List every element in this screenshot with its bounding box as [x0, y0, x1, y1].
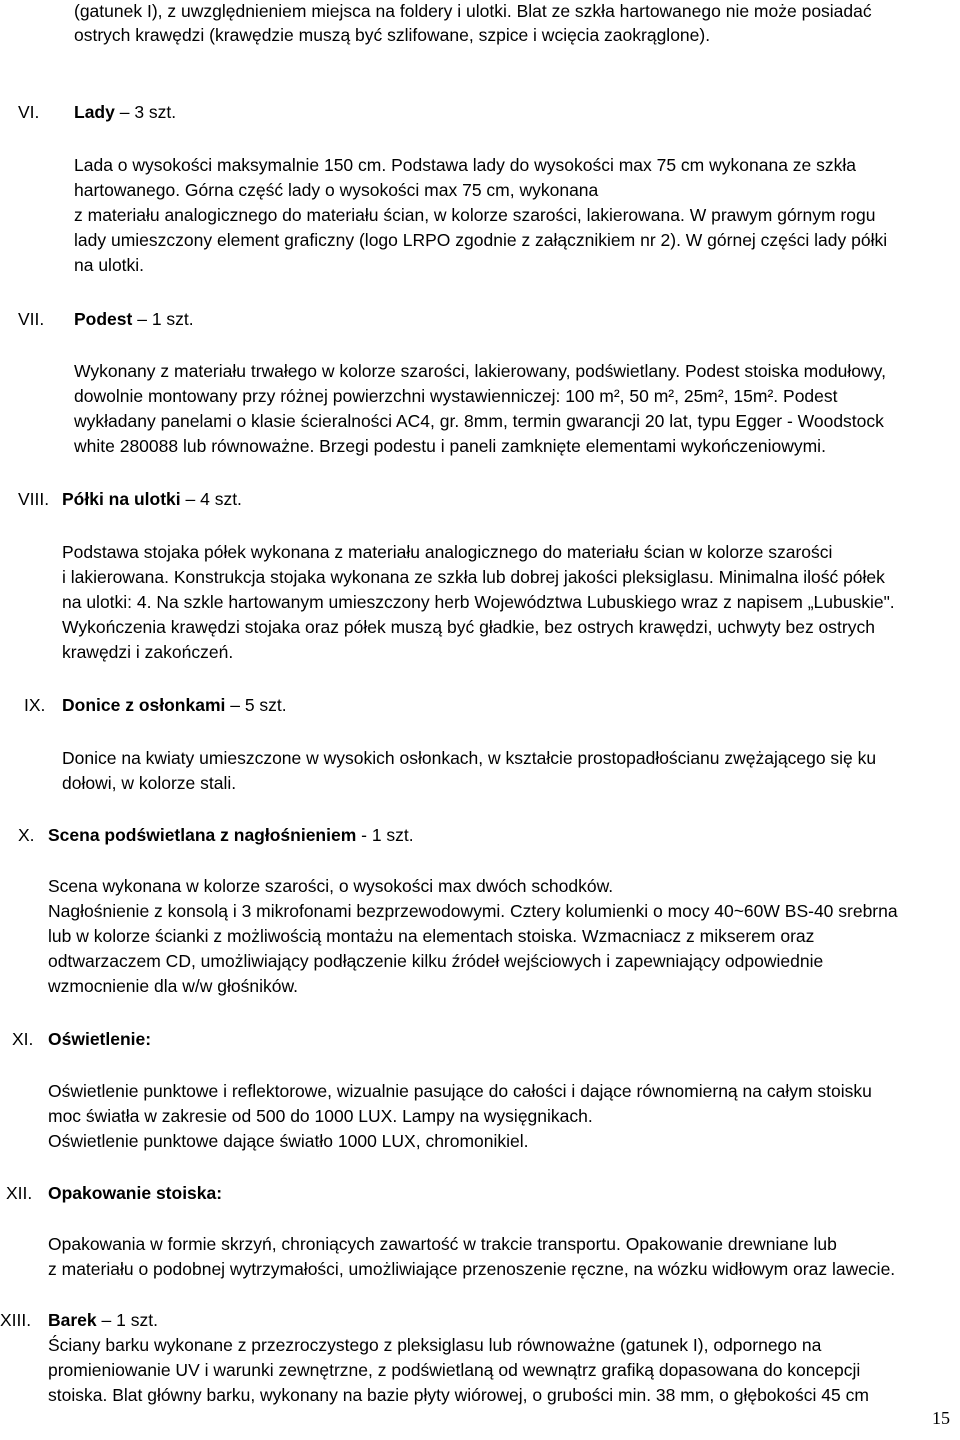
section-title: Lady — [74, 102, 115, 122]
body-line: Wykończenia krawędzi stojaka oraz półek muszą być gładkie, bez ostrych krawędzi, uchwyty bez ostrych — [62, 617, 875, 637]
body-line: stoiska. Blat główny barku, wykonany na bazie płyty wiórowej, o grubości min. 38 mm, o głębokości 45 cm — [48, 1385, 869, 1405]
body-line: Ściany barku wykonane z przezroczystego z pleksiglasu lub równoważne (gatunek I), odpornego na — [48, 1335, 822, 1355]
section-number: XI. — [12, 1029, 34, 1049]
section-title: Półki na ulotki — [62, 489, 181, 509]
section-number: X. — [18, 825, 35, 845]
section-title: Oświetlenie: — [48, 1029, 152, 1049]
section-qty: – 4 szt. — [180, 489, 242, 509]
body-line: krawędzi i zakończeń. — [62, 642, 234, 662]
body-line: lub w kolorze ścianki z możliwością montażu na elementach stoiska. Wzmacniacz z mikserem oraz — [48, 926, 815, 946]
body-line: Podstawa stojaka półek wykonana z materiału analogicznego do materiału ścian w kolorze szarości — [62, 542, 833, 562]
section-heading — [48, 1309, 158, 1331]
body-line: wzmocnienie dla w/w głośników. — [48, 976, 298, 996]
section-heading — [74, 308, 194, 330]
section-heading — [48, 824, 414, 846]
body-line: z materiału analogicznego do materiału ścian, w kolorze szarości, lakierowana. W prawym górnym rogu — [74, 205, 876, 225]
body-line: Donice na kwiaty umieszczone w wysokich osłonkach, w kształcie prostopadłościanu zwężającego się ku — [62, 748, 877, 768]
section-title: Barek — [48, 1310, 97, 1330]
section-number: IX. — [24, 695, 46, 715]
body-line: z materiału o podobnej wytrzymałości, umożliwiające przenoszenie ręczne, na wózku widłowym oraz lawecie. — [48, 1259, 896, 1279]
body-line: na ulotki. — [74, 255, 145, 275]
section-heading — [74, 101, 176, 123]
section-heading — [48, 1182, 222, 1204]
body-line: moc światła w zakresie od 500 do 1000 LUX. Lampy na wysięgnikach. — [48, 1106, 593, 1126]
section-number: VI. — [18, 102, 40, 122]
page-number: 15 — [932, 1408, 950, 1428]
section-number: VIII. — [18, 489, 50, 509]
body-line: Oświetlenie punktowe i reflektorowe, wizualnie pasujące do całości i dające równomierną na całym stoisku — [48, 1081, 872, 1101]
intro-line: ostrych krawędzi (krawędzie muszą być szlifowane, szpice i wcięcia zaokrąglone). — [74, 25, 711, 45]
section-qty: – 1 szt. — [96, 1310, 158, 1330]
body-line: hartowanego. Górna część lady o wysokości max 75 cm, wykonana — [74, 180, 599, 200]
section-heading — [62, 694, 287, 716]
section-number: XII. — [6, 1183, 33, 1203]
body-line: i lakierowana. Konstrukcja stojaka wykonana ze szkła lub dobrej jakości pleksiglasu. Minimalna ilość półek — [62, 567, 885, 587]
body-line: promieniowanie UV i warunki zewnętrzne, z podświetlaną od wewnątrz grafiką dopasowana do koncepcji — [48, 1360, 861, 1380]
section-heading — [62, 488, 242, 510]
body-line: lady umieszczony element graficzny (logo LRPO zgodnie z załącznikiem nr 2). W górnej części lady półki — [74, 230, 888, 250]
section-qty: – 3 szt. — [114, 102, 177, 122]
body-line: odtwarzaczem CD, umożliwiający podłączenie kilku źródeł wejściowych i zapewniający odpowiednie — [48, 951, 824, 971]
section-heading — [48, 1028, 151, 1050]
body-line: dowolnie montowany przy różnej powierzchni wystawienniczej: 100 m², 50 m², 25m², 15m². Podest — [74, 386, 838, 406]
body-line: na ulotki: 4. Na szkle hartowanym umieszczony herb Województwa Lubuskiego wraz z napisem „Lubuskie". — [62, 592, 895, 612]
section-title: Scena podświetlana z nagłośnieniem — [48, 825, 357, 845]
intro-line: (gatunek I), z uwzględnieniem miejsca na foldery i ulotki. Blat ze szkła hartowanego nie może posiadać — [74, 1, 872, 21]
section-qty: – 5 szt. — [225, 695, 287, 715]
body-line: Oświetlenie punktowe dające światło 1000 LUX, chromonikiel. — [48, 1131, 529, 1151]
section-number: VII. — [18, 309, 45, 329]
section-title: Podest — [74, 309, 133, 329]
body-line: dołowi, w kolorze stali. — [62, 773, 237, 793]
body-line: Opakowania w formie skrzyń, chroniących zawartość w trakcie transportu. Opakowanie drewniane lub — [48, 1234, 837, 1254]
body-line: Wykonany z materiału trwałego w kolorze szarości, lakierowany, podświetlany. Podest stoiska modułowy, — [74, 361, 886, 381]
section-qty: – 1 szt. — [132, 309, 194, 329]
body-line: Lada o wysokości maksymalnie 150 cm. Podstawa lady do wysokości max 75 cm wykonana ze szkła — [74, 155, 857, 175]
section-title: Opakowanie stoiska: — [48, 1183, 223, 1203]
body-line: Scena wykonana w kolorze szarości, o wysokości max dwóch schodków. — [48, 876, 614, 896]
section-title: Donice z osłonkami — [62, 695, 226, 715]
section-number: XIII. — [0, 1310, 32, 1330]
section-qty: - 1 szt. — [356, 825, 414, 845]
body-line: wykładany panelami o klasie ścieralności AC4, gr. 8mm, termin gwarancji 20 lat, typu Egger - Woodstock — [74, 411, 884, 431]
body-line: Nagłośnienie z konsolą i 3 mikrofonami bezprzewodowymi. Cztery kolumienki o mocy 40~60W BS-40 srebrna — [48, 901, 898, 921]
body-line: white 280088 lub równoważne. Brzegi podestu i paneli zamknięte elementami wykończeniowymi. — [74, 436, 826, 456]
